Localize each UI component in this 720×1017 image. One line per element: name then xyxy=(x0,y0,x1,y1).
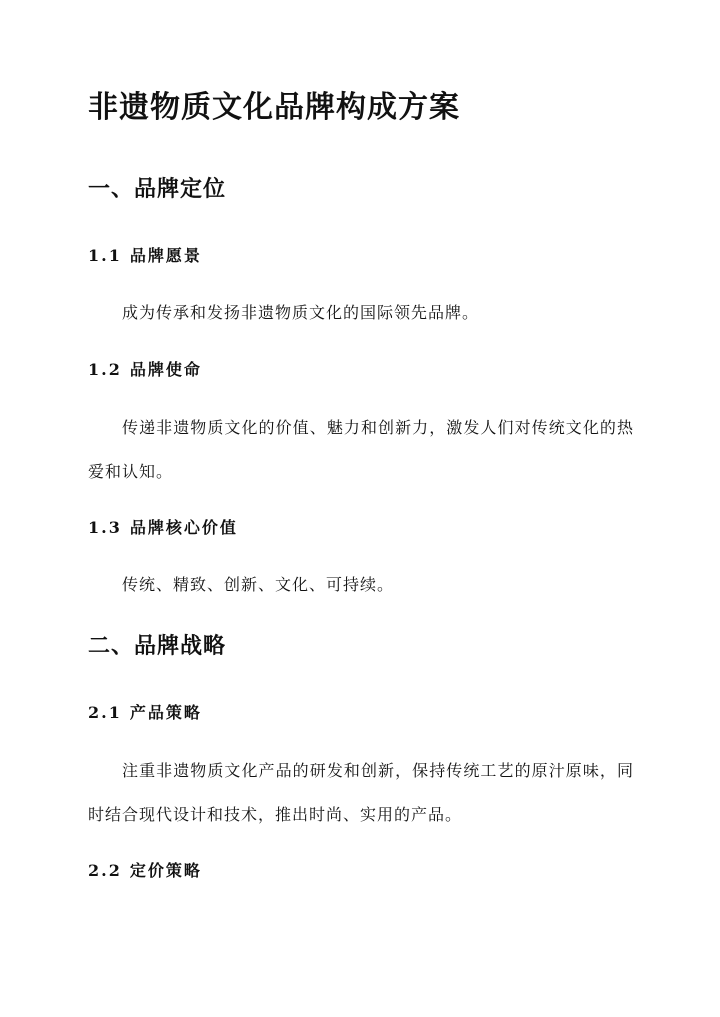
subsection-number: 1.1 xyxy=(88,246,122,265)
section-heading: 二、品牌战略 xyxy=(88,633,227,659)
paragraph: 传统、精致、创新、文化、可持续。 xyxy=(122,575,395,594)
subsection-heading xyxy=(88,515,238,541)
section-heading: 一、品牌定位 xyxy=(88,176,227,202)
subsection-heading xyxy=(88,243,202,269)
subsection-title: 品牌使命 xyxy=(129,360,202,379)
subsection-title: 品牌愿景 xyxy=(129,246,202,265)
paragraph: 注重非遗物质文化产品的研发和创新，保持传统工艺的原汁原味，同时结合现代设计和技术，推出时尚、实用的产品。 xyxy=(88,761,634,824)
subsection-number: 2.2 xyxy=(88,861,122,880)
paragraph: 成为传承和发扬非遗物质文化的国际领先品牌。 xyxy=(122,303,480,322)
subsection-number: 1.3 xyxy=(88,518,122,537)
document-title: 非遗物质文化品牌构成方案 xyxy=(88,90,460,125)
subsection-heading xyxy=(88,858,202,884)
subsection-heading xyxy=(88,357,202,383)
subsection-title: 定价策略 xyxy=(129,861,202,880)
subsection-number: 1.2 xyxy=(88,360,122,379)
subsection-title: 产品策略 xyxy=(129,703,202,722)
paragraph: 传递非遗物质文化的价值、魅力和创新力，激发人们对传统文化的热爱和认知。 xyxy=(88,418,634,481)
subsection-title: 品牌核心价值 xyxy=(129,518,238,537)
subsection-number: 2.1 xyxy=(88,703,122,722)
subsection-heading xyxy=(88,700,202,726)
